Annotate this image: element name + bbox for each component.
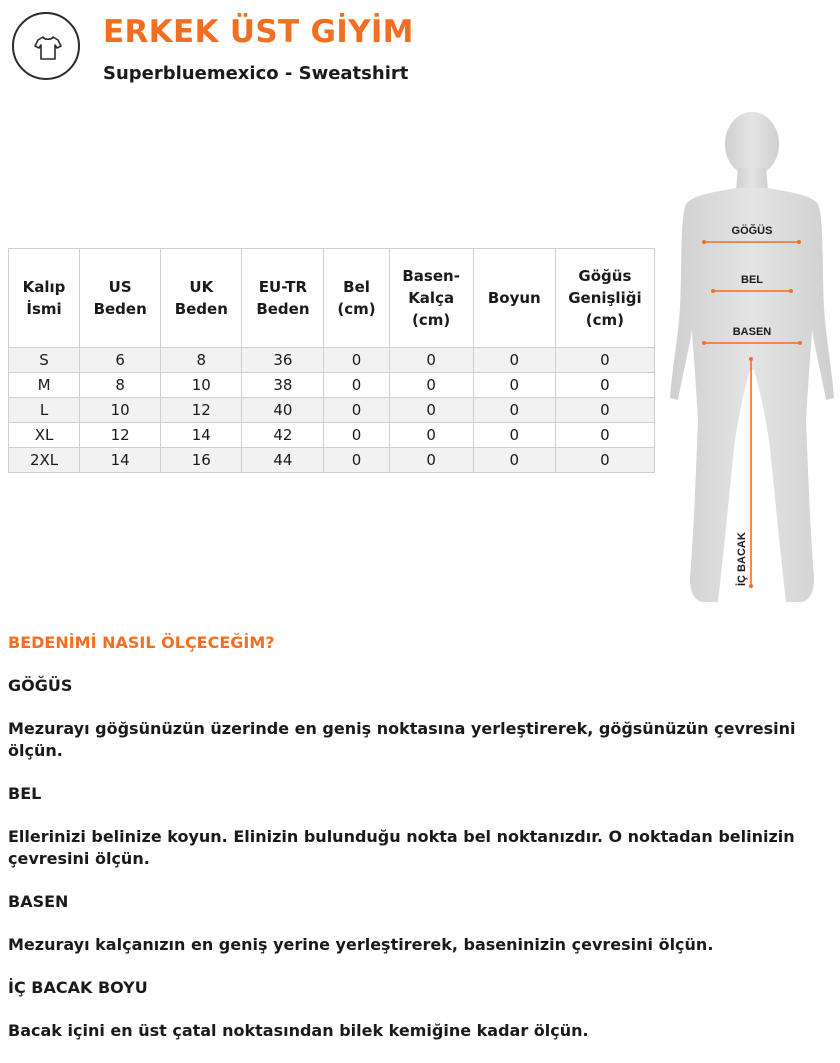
table-cell: 10	[161, 373, 242, 398]
column-header	[473, 249, 555, 348]
column-header-line: Göğüs	[578, 267, 632, 285]
table-cell: 0	[389, 423, 473, 448]
table-row	[9, 373, 655, 398]
guide-sections	[8, 675, 808, 1042]
column-header-line: EU-TR	[258, 278, 308, 296]
table-cell: M	[9, 373, 80, 398]
table-cell: 0	[473, 348, 555, 373]
table-cell: 0	[473, 398, 555, 423]
column-header-line: (cm)	[585, 311, 625, 329]
body-measurement-figure	[664, 108, 840, 608]
table-row	[9, 423, 655, 448]
table-cell: 8	[80, 373, 161, 398]
column-header-line: Boyun	[487, 289, 541, 307]
table-cell: 0	[324, 373, 389, 398]
table-header	[9, 249, 655, 348]
guide-section-title: BASEN	[8, 892, 69, 911]
column-header	[161, 249, 242, 348]
table-cell: 0	[324, 448, 389, 473]
chest-label: GÖĞÜS	[731, 225, 773, 237]
table-cell: 0	[473, 423, 555, 448]
table-cell: XL	[9, 423, 80, 448]
table-cell: 0	[324, 348, 389, 373]
column-header-line: İsmi	[26, 300, 62, 318]
column-header-line: (cm)	[337, 300, 376, 318]
guide-section-text: Ellerinizi belinize koyun. Elinizin bulunduğu nokta bel noktanızdır. O noktadan belinizin çevresini ölçün.	[8, 827, 795, 868]
tshirt-icon	[32, 32, 64, 64]
guide-section-text: Mezurayı kalçanızın en geniş yerine yerleştirerek, baseninizin çevresini ölçün.	[8, 935, 714, 954]
inseam-label: İÇ BACAK	[736, 532, 748, 586]
column-header	[9, 249, 80, 348]
table-cell: L	[9, 398, 80, 423]
column-header	[242, 249, 324, 348]
size-chart-table	[8, 248, 655, 473]
brand-logo	[12, 12, 80, 80]
page-title: ERKEK ÜST GİYİM	[103, 14, 414, 50]
table-cell: 6	[80, 348, 161, 373]
table-body	[9, 348, 655, 473]
table-cell: 0	[473, 448, 555, 473]
column-header	[389, 249, 473, 348]
guide-section-title: İÇ BACAK BOYU	[8, 978, 148, 997]
guide-section-text: Bacak içini en üst çatal noktasından bilek kemiğine kadar ölçün.	[8, 1021, 589, 1040]
table-cell: 2XL	[9, 448, 80, 473]
table-cell: 0	[555, 398, 654, 423]
product-subtitle: Superbluemexico - Sweatshirt	[103, 63, 409, 84]
column-header-line: Basen-	[402, 267, 460, 285]
table-cell: 40	[242, 398, 324, 423]
column-header-line: Beden	[256, 300, 310, 318]
table-cell: S	[9, 348, 80, 373]
table-cell: 38	[242, 373, 324, 398]
table-cell: 0	[555, 348, 654, 373]
table-cell: 12	[161, 398, 242, 423]
body-silhouette-icon	[664, 108, 840, 608]
table-cell: 0	[324, 423, 389, 448]
table-cell: 14	[161, 423, 242, 448]
table-cell: 12	[80, 423, 161, 448]
table-cell: 42	[242, 423, 324, 448]
guide-section-title: GÖĞÜS	[8, 676, 73, 695]
column-header	[80, 249, 161, 348]
guide-section-text: Mezurayı göğsünüzün üzerinde en geniş noktasına yerleştirerek, göğsünüzün çevresini ölçün.	[8, 719, 796, 760]
table-cell: 0	[555, 373, 654, 398]
column-header	[555, 249, 654, 348]
table-cell: 0	[473, 373, 555, 398]
table-header-row	[9, 249, 655, 348]
column-header-line: Kalıp	[22, 278, 66, 296]
table-cell: 0	[555, 423, 654, 448]
column-header-line: Beden	[174, 300, 228, 318]
table-cell: 0	[389, 373, 473, 398]
column-header-line: Bel	[343, 278, 370, 296]
table-cell: 0	[389, 448, 473, 473]
column-header-line: Kalça	[408, 289, 455, 307]
table-row	[9, 398, 655, 423]
waist-label: BEL	[741, 274, 763, 286]
measurement-guide	[8, 632, 808, 1063]
table-cell: 14	[80, 448, 161, 473]
table-cell: 10	[80, 398, 161, 423]
table-row	[9, 448, 655, 473]
column-header	[324, 249, 389, 348]
table-cell: 8	[161, 348, 242, 373]
table-cell: 0	[389, 398, 473, 423]
hip-label: BASEN	[732, 326, 772, 338]
table-cell: 44	[242, 448, 324, 473]
table-cell: 0	[324, 398, 389, 423]
table-row	[9, 348, 655, 373]
guide-heading: BEDENİMİ NASIL ÖLÇECEĞİM?	[8, 633, 275, 652]
column-header-line: US	[108, 278, 132, 296]
column-header-line: Beden	[93, 300, 147, 318]
column-header-line: (cm)	[412, 311, 451, 329]
guide-section-title: BEL	[8, 784, 42, 803]
table-cell: 36	[242, 348, 324, 373]
table-cell: 0	[389, 348, 473, 373]
column-header-line: Genişliği	[568, 289, 642, 307]
column-header-line: UK	[189, 278, 214, 296]
table-cell: 0	[555, 448, 654, 473]
table-cell: 16	[161, 448, 242, 473]
